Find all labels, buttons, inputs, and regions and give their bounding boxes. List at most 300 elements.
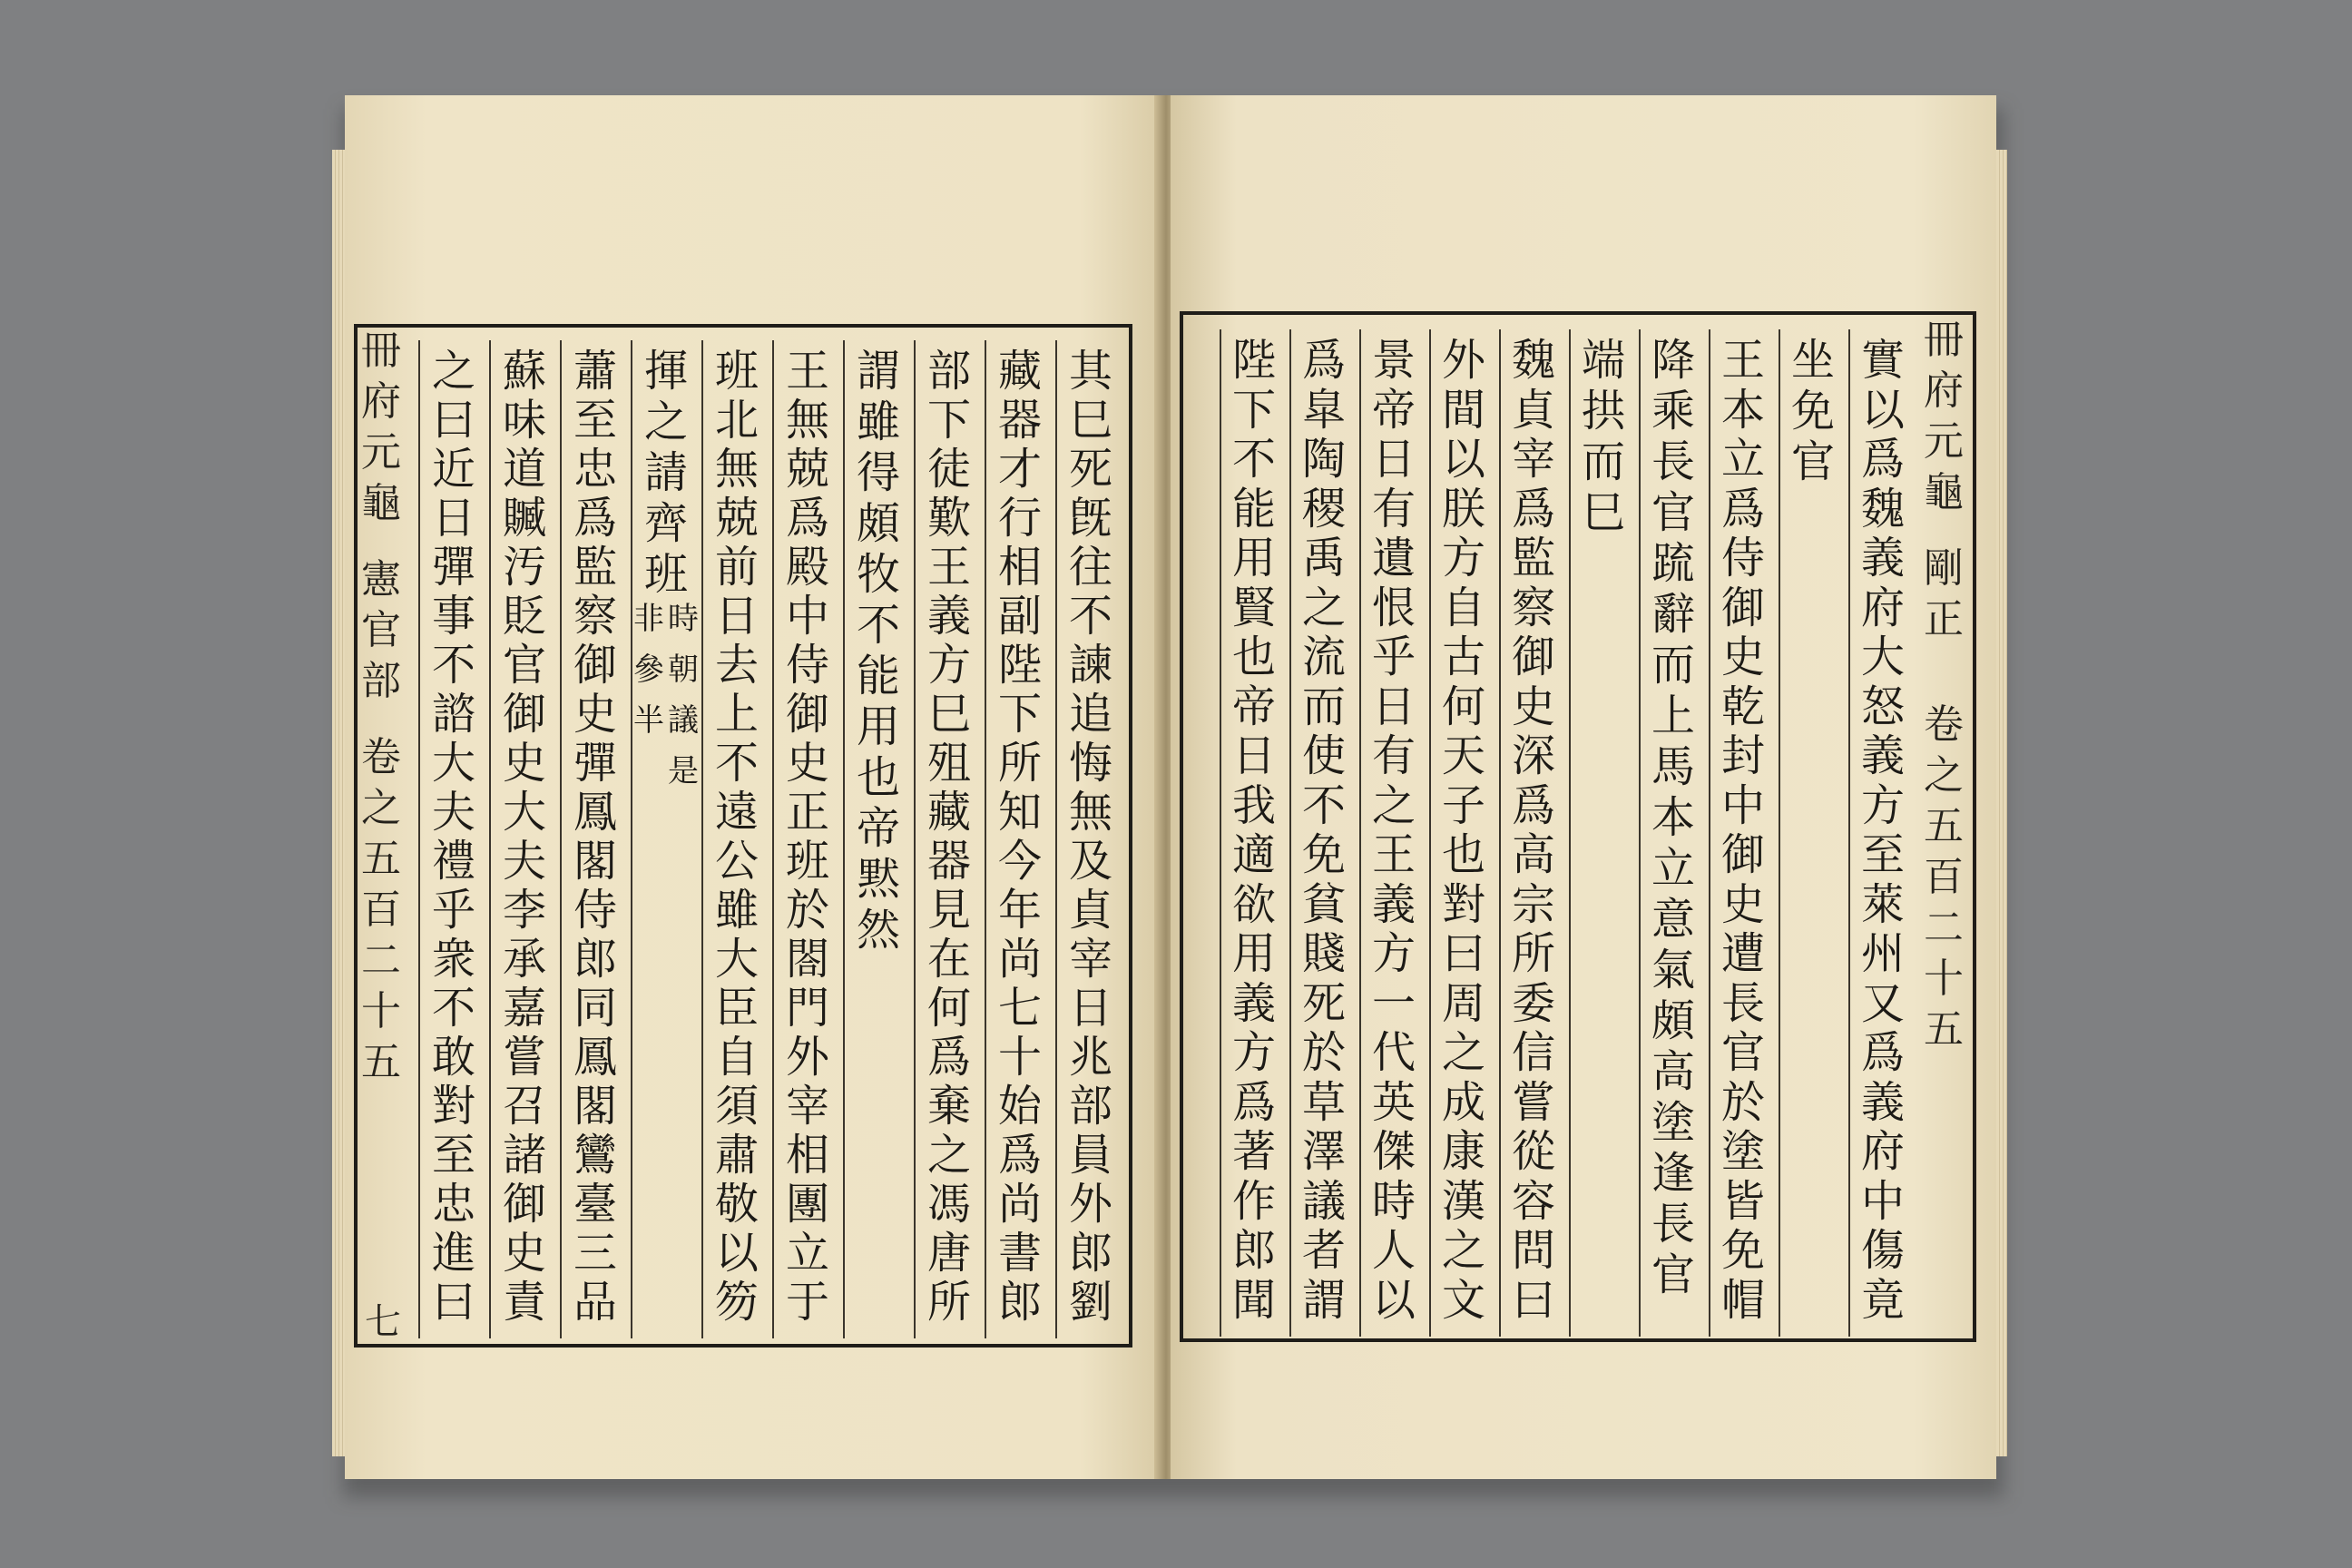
glyph: 實 xyxy=(1860,335,1905,386)
glyph: 往 xyxy=(1068,542,1112,593)
glyph: 官 xyxy=(1651,487,1695,538)
glyph: 追 xyxy=(1068,689,1112,740)
glyph: 爲 xyxy=(1860,434,1905,485)
glyph: 無 xyxy=(1068,787,1112,838)
glyph: 贓 xyxy=(502,493,546,544)
glyph: 宰 xyxy=(785,1081,829,1132)
glyph: 彈 xyxy=(431,542,475,593)
glyph: 黙 xyxy=(856,854,900,905)
glyph: 之 xyxy=(643,397,688,447)
glyph: 才 xyxy=(997,444,1042,495)
glyph: 聞 xyxy=(1231,1274,1276,1326)
glyph: 爲 xyxy=(1231,1076,1276,1128)
right_page-column-rule xyxy=(1569,329,1571,1337)
glyph: 監 xyxy=(573,542,617,593)
glyph: 使 xyxy=(1301,730,1346,781)
glyph: 皐 xyxy=(1301,384,1346,436)
glyph: 義 xyxy=(1371,878,1416,930)
left-margin-juan xyxy=(361,734,401,1093)
glyph: 拱 xyxy=(1581,386,1625,436)
glyph: 間 xyxy=(1441,384,1485,436)
glyph: 鸞 xyxy=(573,1130,617,1181)
glyph: 賢 xyxy=(1231,582,1276,633)
left_page-text-column xyxy=(631,346,701,1329)
glyph: 義 xyxy=(926,591,971,642)
glyph: 郎 xyxy=(997,1277,1042,1328)
glyph: 冊 xyxy=(361,328,401,374)
glyph: 之 xyxy=(1924,752,1964,799)
right-margin-juan xyxy=(1924,701,1964,1061)
open-book xyxy=(345,95,1996,1479)
glyph: 五 xyxy=(361,836,401,882)
left_page-column-rule xyxy=(1055,340,1057,1338)
glyph: 周 xyxy=(1441,977,1485,1029)
right_page-text-column xyxy=(1359,335,1429,1328)
glyph: 乾 xyxy=(1720,681,1765,732)
left-margin-title xyxy=(361,328,401,534)
left_page-column-rule xyxy=(631,340,632,1338)
glyph: 下 xyxy=(997,689,1042,740)
glyph: 之 xyxy=(926,1130,971,1181)
glyph: 百 xyxy=(1924,854,1964,900)
glyph: 自 xyxy=(1441,582,1485,633)
glyph: 閣 xyxy=(573,1081,617,1132)
glyph: 曰 xyxy=(431,1277,475,1328)
glyph: 流 xyxy=(1301,632,1346,682)
glyph: 唐 xyxy=(926,1228,971,1279)
glyph: 至 xyxy=(573,395,617,446)
glyph: 府 xyxy=(1860,1126,1905,1177)
glyph: 方 xyxy=(1860,779,1905,831)
glyph: 今 xyxy=(997,836,1042,887)
glyph: 相 xyxy=(997,542,1042,593)
glyph: 敢 xyxy=(431,1032,475,1083)
glyph: 之 xyxy=(1441,1027,1485,1078)
right_page-column-rule xyxy=(1848,329,1850,1337)
glyph: 及 xyxy=(1068,836,1112,887)
glyph: 牧 xyxy=(856,549,900,600)
glyph: 旣 xyxy=(1068,493,1112,544)
glyph: 謂 xyxy=(1301,1274,1346,1326)
glyph: 史 xyxy=(1511,681,1555,732)
glyph: 英 xyxy=(1371,1076,1416,1128)
glyph: 知 xyxy=(997,787,1042,838)
glyph: 得 xyxy=(856,447,900,498)
glyph: 魏 xyxy=(1511,335,1555,386)
glyph: 馬 xyxy=(1651,741,1695,792)
glyph: 至 xyxy=(1860,829,1905,880)
right-margin-column xyxy=(1920,317,1967,1318)
glyph: 者 xyxy=(1301,1225,1346,1276)
left_page-column-rule xyxy=(843,340,845,1338)
glyph: 端 xyxy=(1581,335,1625,386)
left_page-text-column xyxy=(1055,346,1126,1329)
glyph: 道 xyxy=(502,444,546,495)
glyph: 王 xyxy=(785,346,829,397)
glyph: 貶 xyxy=(502,591,546,642)
glyph: 也 xyxy=(1231,632,1276,682)
right_page-column-rule xyxy=(1499,329,1501,1337)
right_page-column-rule xyxy=(1779,329,1780,1337)
glyph: 逢 xyxy=(1651,1148,1695,1199)
glyph: 魏 xyxy=(1860,483,1905,534)
glyph: 馮 xyxy=(926,1179,971,1230)
glyph: 容 xyxy=(1511,1175,1555,1227)
glyph: 意 xyxy=(1651,894,1695,945)
glyph: 陛 xyxy=(1231,335,1276,386)
glyph: 稷 xyxy=(1301,483,1346,534)
glyph: 閤 xyxy=(785,934,829,985)
glyph: 侍 xyxy=(1720,533,1765,583)
glyph: 皆 xyxy=(1720,1175,1765,1227)
glyph: 龜 xyxy=(1924,469,1964,515)
glyph: 兢 xyxy=(714,493,759,544)
glyph: 不 xyxy=(714,738,759,789)
glyph: 義 xyxy=(1860,533,1905,583)
left-page-number: 七 xyxy=(365,1301,401,1343)
glyph: 日 xyxy=(1371,681,1416,732)
glyph: 對 xyxy=(1441,878,1485,930)
glyph: 棄 xyxy=(926,1081,971,1132)
glyph: 草 xyxy=(1301,1076,1346,1128)
glyph: 外 xyxy=(1068,1179,1112,1230)
glyph: 十 xyxy=(997,1032,1042,1083)
glyph: 下 xyxy=(926,395,971,446)
glyph: 爲 xyxy=(573,493,617,544)
glyph: 班 xyxy=(643,549,688,600)
glyph: 宰 xyxy=(1068,934,1112,985)
glyph: 何 xyxy=(1441,681,1485,732)
glyph: 團 xyxy=(785,1179,829,1230)
glyph: 立 xyxy=(785,1228,829,1279)
glyph: 本 xyxy=(1720,384,1765,436)
glyph: 夫 xyxy=(431,787,475,838)
glyph: 朕 xyxy=(1441,483,1485,534)
glyph: 帝 xyxy=(1231,681,1276,732)
glyph: 之 xyxy=(1301,582,1346,633)
glyph: 也 xyxy=(1441,829,1485,880)
glyph: 史 xyxy=(502,1228,546,1279)
glyph: 適 xyxy=(1231,829,1276,880)
glyph: 元 xyxy=(1924,418,1964,465)
glyph: 上 xyxy=(1651,691,1695,741)
glyph: 爲 xyxy=(997,1130,1042,1181)
glyph: 府 xyxy=(1860,582,1905,633)
glyph: 義 xyxy=(1231,977,1276,1029)
glyph: 朝 xyxy=(668,652,699,688)
glyph: 近 xyxy=(431,444,475,495)
glyph: 召 xyxy=(502,1081,546,1132)
glyph: 非 xyxy=(633,601,664,637)
glyph: 卷 xyxy=(361,734,401,780)
glyph: 兆 xyxy=(1068,1032,1112,1083)
glyph: 官 xyxy=(1790,436,1835,487)
glyph: 御 xyxy=(1720,829,1765,880)
glyph: 禹 xyxy=(1301,533,1346,583)
glyph: 從 xyxy=(1511,1126,1555,1177)
glyph: 爲 xyxy=(1301,335,1346,386)
glyph: 官 xyxy=(1720,1027,1765,1078)
right_page-column-rule xyxy=(1289,329,1291,1337)
glyph: 史 xyxy=(502,738,546,789)
glyph: 所 xyxy=(926,1277,971,1328)
glyph: 品 xyxy=(573,1277,617,1328)
glyph: 議 xyxy=(1301,1175,1346,1227)
glyph: 自 xyxy=(714,1032,759,1083)
glyph: 嘉 xyxy=(502,983,546,1034)
glyph: 諸 xyxy=(502,1130,546,1181)
glyph: 十 xyxy=(361,988,401,1034)
glyph: 之 xyxy=(431,346,475,397)
right-margin-title xyxy=(1924,317,1964,524)
glyph: 爲 xyxy=(1720,483,1765,534)
glyph: 大 xyxy=(431,738,475,789)
glyph: 之 xyxy=(361,785,401,831)
glyph: 嘗 xyxy=(1511,1076,1555,1128)
glyph: 貧 xyxy=(1301,878,1346,930)
glyph: 府 xyxy=(1924,368,1964,414)
glyph: 陶 xyxy=(1301,434,1346,485)
glyph: 信 xyxy=(1511,1027,1555,1078)
glyph: 公 xyxy=(714,836,759,887)
glyph: 宰 xyxy=(1511,434,1555,485)
glyph: 嘗 xyxy=(502,1032,546,1083)
glyph: 外 xyxy=(1441,335,1485,386)
glyph: 外 xyxy=(785,1032,829,1083)
glyph: 侍 xyxy=(573,885,617,936)
glyph: 死 xyxy=(1301,977,1346,1029)
left_page-column-rule xyxy=(418,340,420,1338)
glyph: 乎 xyxy=(431,885,475,936)
glyph: 五 xyxy=(1924,1006,1964,1053)
glyph: 是 xyxy=(668,753,699,789)
glyph: 頗 xyxy=(856,498,900,549)
glyph: 於 xyxy=(1720,1076,1765,1128)
right-page xyxy=(1171,95,1996,1479)
glyph: 味 xyxy=(502,395,546,446)
glyph: 二 xyxy=(361,937,401,984)
glyph: 曰 xyxy=(1511,1274,1555,1326)
glyph: 封 xyxy=(1720,730,1765,781)
left_page-text-column xyxy=(772,346,843,1329)
glyph: 對 xyxy=(431,1081,475,1132)
glyph: 怒 xyxy=(1860,681,1905,732)
left-margin-column xyxy=(358,328,405,1329)
glyph: 中 xyxy=(1720,779,1765,831)
glyph: 又 xyxy=(1860,977,1905,1029)
glyph: 文 xyxy=(1441,1274,1485,1326)
glyph: 貞 xyxy=(1511,384,1555,436)
glyph: 忠 xyxy=(573,444,617,495)
glyph: 之 xyxy=(1371,779,1416,831)
glyph: 御 xyxy=(502,1179,546,1230)
glyph: 臣 xyxy=(714,983,759,1034)
glyph: 日 xyxy=(1068,983,1112,1034)
glyph: 事 xyxy=(431,591,475,642)
glyph: 大 xyxy=(502,787,546,838)
glyph: 著 xyxy=(1231,1126,1276,1177)
glyph: 承 xyxy=(502,934,546,985)
glyph: 遺 xyxy=(1371,533,1416,583)
glyph: 能 xyxy=(1231,483,1276,534)
glyph: 高 xyxy=(1511,829,1555,880)
glyph: 巳 xyxy=(1068,395,1112,446)
glyph: 用 xyxy=(1231,533,1276,583)
glyph: 於 xyxy=(785,885,829,936)
glyph: 爲 xyxy=(1860,1027,1905,1078)
glyph: 帝 xyxy=(856,803,900,854)
glyph: 頗 xyxy=(1651,995,1695,1046)
glyph: 史 xyxy=(1720,878,1765,930)
glyph: 賤 xyxy=(1301,928,1346,979)
glyph: 免 xyxy=(1301,829,1346,880)
glyph: 日 xyxy=(714,591,759,642)
glyph: 徒 xyxy=(926,444,971,495)
glyph: 謂 xyxy=(856,346,900,397)
glyph: 王 xyxy=(1371,829,1416,880)
glyph: 不 xyxy=(431,640,475,691)
glyph: 察 xyxy=(1511,582,1555,633)
glyph: 傷 xyxy=(1860,1225,1905,1276)
glyph: 澤 xyxy=(1301,1126,1346,1177)
glyph: 揮 xyxy=(643,346,688,397)
glyph: 殂 xyxy=(926,738,971,789)
glyph: 兢 xyxy=(785,444,829,495)
glyph: 古 xyxy=(1441,632,1485,682)
glyph: 問 xyxy=(1511,1225,1555,1276)
glyph: 鳳 xyxy=(573,1032,617,1083)
glyph: 鳳 xyxy=(573,787,617,838)
left_page-text-column xyxy=(843,346,914,1329)
glyph: 高 xyxy=(1651,1046,1695,1097)
glyph: 氣 xyxy=(1651,945,1695,995)
glyph: 大 xyxy=(714,934,759,985)
glyph: 夫 xyxy=(502,836,546,887)
right_page-column-rule xyxy=(1429,329,1431,1337)
glyph: 坐 xyxy=(1790,335,1835,386)
glyph: 憲 xyxy=(361,556,401,603)
glyph: 李 xyxy=(502,885,546,936)
glyph: 時 xyxy=(668,601,699,637)
glyph: 議 xyxy=(668,702,699,739)
glyph: 七 xyxy=(997,983,1042,1034)
glyph: 爲 xyxy=(785,493,829,544)
glyph: 史 xyxy=(785,738,829,789)
right_page-column-rule xyxy=(1639,329,1641,1337)
right_page-text-column xyxy=(1639,335,1709,1328)
glyph: 年 xyxy=(997,885,1042,936)
glyph: 參 xyxy=(633,652,664,688)
glyph: 班 xyxy=(714,346,759,397)
glyph: 曰 xyxy=(431,395,475,446)
glyph: 方 xyxy=(1371,928,1416,979)
glyph: 曰 xyxy=(1441,928,1485,979)
glyph: 日 xyxy=(1371,434,1416,485)
glyph: 王 xyxy=(1720,335,1765,386)
glyph: 見 xyxy=(926,885,971,936)
glyph: 相 xyxy=(785,1130,829,1181)
glyph: 爲 xyxy=(926,1032,971,1083)
right_page-text-column xyxy=(1429,335,1499,1328)
glyph: 有 xyxy=(1371,730,1416,781)
glyph: 不 xyxy=(1068,591,1112,642)
glyph: 肅 xyxy=(714,1130,759,1181)
glyph: 雖 xyxy=(856,397,900,447)
glyph: 五 xyxy=(1924,803,1964,849)
glyph: 竟 xyxy=(1860,1274,1905,1326)
glyph: 而 xyxy=(1651,640,1695,691)
glyph: 忠 xyxy=(431,1179,475,1230)
glyph: 欲 xyxy=(1231,878,1276,930)
glyph: 乎 xyxy=(1371,632,1416,682)
glyph: 正 xyxy=(1924,596,1964,642)
glyph: 有 xyxy=(1371,483,1416,534)
glyph: 乘 xyxy=(1651,386,1695,436)
glyph: 監 xyxy=(1511,533,1555,583)
glyph: 不 xyxy=(431,983,475,1034)
glyph: 蘇 xyxy=(502,346,546,397)
right_page-text-column xyxy=(1289,335,1359,1328)
left_page-text-column xyxy=(701,346,772,1329)
glyph: 免 xyxy=(1790,386,1835,436)
right_page-column-rule xyxy=(1220,329,1221,1337)
left_page-column-rule xyxy=(772,340,774,1338)
left_page-text-column xyxy=(560,346,631,1329)
glyph: 方 xyxy=(926,640,971,691)
glyph: 上 xyxy=(714,689,759,740)
glyph: 員 xyxy=(1068,1130,1112,1181)
glyph: 貞 xyxy=(1068,885,1112,936)
glyph: 部 xyxy=(361,658,401,704)
glyph: 器 xyxy=(997,395,1042,446)
glyph: 然 xyxy=(856,905,900,956)
glyph: 帝 xyxy=(1371,384,1416,436)
glyph: 汚 xyxy=(502,542,546,593)
glyph: 史 xyxy=(1720,632,1765,682)
glyph: 班 xyxy=(785,836,829,887)
glyph: 侍 xyxy=(785,640,829,691)
glyph: 康 xyxy=(1441,1126,1485,1177)
glyph: 也 xyxy=(856,752,900,803)
right_page-column-rule xyxy=(1359,329,1361,1337)
glyph: 御 xyxy=(573,640,617,691)
glyph: 二 xyxy=(1924,905,1964,951)
left_page-column-rule xyxy=(560,340,562,1338)
glyph: 於 xyxy=(1301,1027,1346,1078)
glyph: 人 xyxy=(1371,1225,1416,1276)
glyph: 蕭 xyxy=(573,346,617,397)
glyph: 本 xyxy=(1651,792,1695,843)
glyph: 官 xyxy=(361,607,401,653)
glyph: 衆 xyxy=(431,934,475,985)
glyph: 用 xyxy=(856,701,900,752)
glyph: 巳 xyxy=(1581,487,1625,538)
glyph: 行 xyxy=(997,493,1042,544)
glyph: 部 xyxy=(926,346,971,397)
glyph: 笏 xyxy=(714,1277,759,1328)
right_page-text-column xyxy=(1499,335,1569,1328)
glyph: 何 xyxy=(926,983,971,1034)
glyph: 以 xyxy=(1860,384,1905,436)
glyph: 方 xyxy=(1231,1027,1276,1078)
glyph: 半 xyxy=(633,702,664,739)
right_page-text-column xyxy=(1709,335,1779,1328)
glyph: 所 xyxy=(997,738,1042,789)
glyph: 藏 xyxy=(926,787,971,838)
glyph: 中 xyxy=(785,591,829,642)
glyph: 藏 xyxy=(997,346,1042,397)
glyph: 器 xyxy=(926,836,971,887)
